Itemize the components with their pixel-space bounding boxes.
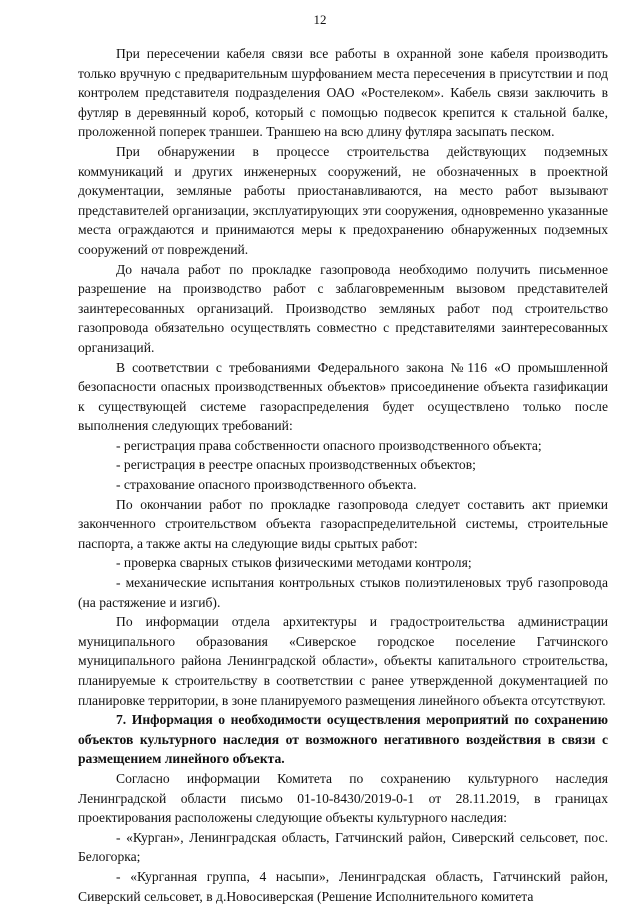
list-item-ownership-registration: - регистрация права собственности опасного производственного объекта; [116,437,542,453]
list-item-weld-inspection: - проверка сварных стыков физическими методами контроля; [116,555,472,571]
section-heading-cultural-heritage: 7. Информация о необходимости осуществления мероприятий по сохранению объектов культурного наследия от возможного негативного воздействия в связи с размещением линейного объекта. [78,712,608,767]
document-body [78,44,608,906]
paragraph-architecture-department: По информации отдела архитектуры и градостроительства администрации муниципального образования «Сиверское городское поселение Гатчинского муниципального района Ленинградской области», объекты капитального строительства, планируемые к строительству в соответствии с ранее утвержденной документацией по планировке территории, в зоне планируемого размещения линейного объекта отсутствуют. [78,614,608,708]
paragraph-federal-law-116: В соответствии с требованиями Федерального закона №116 «О промышленной безопасности опасных производственных объектов» присоединение объекта газификации к существующей системе газораспределения будет осуществлено только после выполнения следующих требований: [78,359,608,434]
list-item-kurgan-group: - «Курганная группа, 4 насыпи», Ленинградская область, Гатчинский район, Сиверский сельсовет, в д.Новосиверская (Решение Исполнительного комитета [78,868,608,904]
paragraph-unmarked-utilities: При обнаружении в процессе строительства действующих подземных коммуникаций и других инженерных сооружений, не обозначенных в проектной документации, земляные работы приостанавливаются, на место работ вызывают представителей организации, эксплуатирующих эти сооружения, одновременно указанные места ограждаются и принимаются меры к предохранению обнаруженных подземных сооружений от повреждений. [78,143,608,257]
paragraph-heritage-committee: Согласно информации Комитета по сохранению культурного наследия Ленинградской области письмо 01-10-8430/2019-0-1 от 28.11.2019, в границах проектирования расположены следующие объекты культурного наследия: [78,770,608,826]
list-item-mechanical-tests: - механические испытания контрольных стыков полиэтиленовых труб газопровода (на растяжение и изгиб). [78,575,608,610]
paragraph-written-permission: До начала работ по прокладке газопровода необходимо получить письменное разрешение на производство работ с заблаговременным вызовом представителей заинтересованных организаций. Производство земляных работ под строительство газопровода обязательно осуществлять совместно с представителями заинтересованных организаций. [78,261,608,355]
page-number: 12 [313,12,327,27]
list-item-registry: - регистрация в реестре опасных производственных объектов; [116,457,476,473]
paragraph-acceptance-act: По окончании работ по прокладке газопровода следует составить акт приемки законченного строительством объекта газораспределительной системы, строительные паспорта, а также акты на следующие виды срытых работ: [78,496,608,551]
list-item-insurance: - страхование опасного производственного объекта. [116,477,417,493]
paragraph-cable-crossing: При пересечении кабеля связи все работы в охранной зоне кабеля производить только вручную с предварительным шурфованием места пересечения в присутствии и под контролем представителя подразделения ОАО «Ростелеком». Кабель связи заключить в футляр в деревянный короб, который с помощью подвесок крепится к стальной балке, проложенной поперек траншеи. Траншею на всю длину футляра засыпать песком. [78,46,608,140]
list-item-kurgan: - «Курган», Ленинградская область, Гатчинский район, Сиверский сельсовет, пос. Белогорка; [78,829,608,865]
